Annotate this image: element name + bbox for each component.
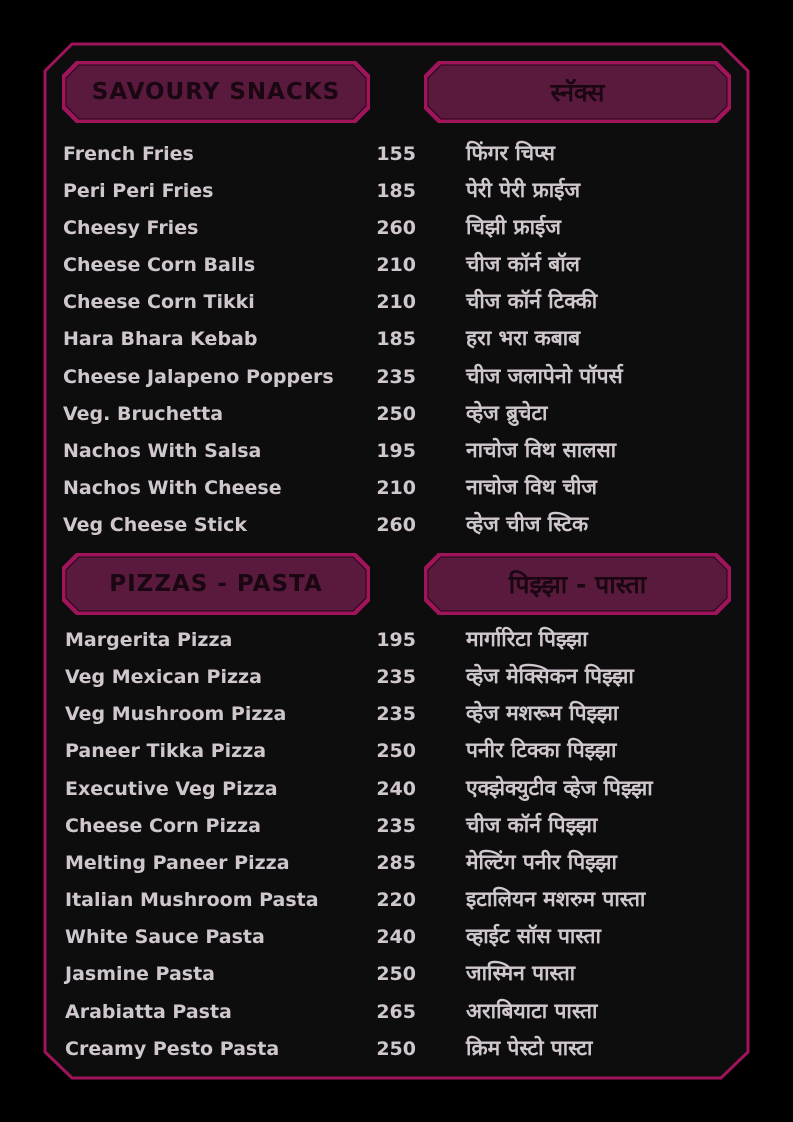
- menu-item-price: 220: [376, 889, 416, 911]
- menu-item-price: 285: [376, 852, 416, 874]
- menu-item-name: Jasmine Pasta: [65, 963, 215, 985]
- menu-item-name: French Fries: [63, 143, 194, 165]
- menu-item-price: 250: [376, 1038, 416, 1060]
- menu-item-name-hi: चीज कॉर्न बॉल: [466, 252, 580, 276]
- menu-item-name-hi: जास्मिन पास्ता: [466, 961, 576, 985]
- menu-item-price: 260: [376, 217, 416, 239]
- menu-item-name-hi: पनीर टिक्का पिझ्झा: [466, 738, 617, 762]
- section-title-pizzas-en: PIZZAS - PASTA: [109, 571, 323, 597]
- menu-item-name: Cheese Corn Tikki: [63, 291, 255, 313]
- menu-item-price: 260: [376, 514, 416, 536]
- section-title-snacks-en: SAVOURY SNACKS: [91, 79, 341, 105]
- menu-item-name: Cheese Corn Pizza: [65, 815, 261, 837]
- menu-item-price: 235: [376, 366, 416, 388]
- menu-item-name: Veg Cheese Stick: [63, 514, 247, 536]
- menu-item-price: 210: [376, 477, 416, 499]
- menu-item-name: Hara Bhara Kebab: [63, 328, 258, 350]
- menu-item-name-hi: व्हेज ब्रुचेटा: [466, 401, 548, 425]
- menu-item-price: 195: [376, 440, 416, 462]
- menu-item-name: Veg Mushroom Pizza: [65, 703, 287, 725]
- menu-item-price: 250: [376, 403, 416, 425]
- menu-item-name: Italian Mushroom Pasta: [65, 889, 319, 911]
- menu-item-price: 210: [376, 291, 416, 313]
- menu-item-name: Veg. Bruchetta: [63, 403, 224, 425]
- menu-item-name-hi: मेल्टिंग पनीर पिझ्झा: [466, 850, 617, 874]
- menu-item-name: Margerita Pizza: [65, 629, 233, 651]
- menu-item-name-hi: चिझी फ्राईज: [466, 215, 561, 239]
- menu-item-name: Cheese Jalapeno Poppers: [63, 366, 334, 388]
- menu-item-name-hi: हरा भरा कबाब: [466, 326, 581, 350]
- menu-item-price: 250: [376, 740, 416, 762]
- menu-item-name-hi: व्हेज मशरूम पिझ्झा: [466, 701, 619, 725]
- menu-item-price: 185: [376, 328, 416, 350]
- menu-item-name-hi: मार्गारिटा पिझ्झा: [466, 627, 588, 651]
- menu-item-name: Nachos With Cheese: [63, 477, 282, 499]
- menu-item-price: 235: [376, 703, 416, 725]
- menu-item-name-hi: चीज कॉर्न पिझ्झा: [466, 813, 598, 837]
- menu-item-name: Nachos With Salsa: [63, 440, 262, 462]
- menu-item-price: 235: [376, 815, 416, 837]
- menu-item-price: 155: [376, 143, 416, 165]
- menu-item-name: Arabiatta Pasta: [65, 1001, 232, 1023]
- menu-item-name: White Sauce Pasta: [65, 926, 265, 948]
- menu-item-price: 235: [376, 666, 416, 688]
- menu-item-price: 265: [376, 1001, 416, 1023]
- menu-item-name: Melting Paneer Pizza: [65, 852, 290, 874]
- menu-item-name-hi: क्रिम पेस्टो पास्टा: [466, 1036, 593, 1060]
- section-title-pizzas-hi: पिझ्झा - पास्ता: [508, 570, 647, 599]
- menu-item-name-hi: फिंगर चिप्स: [466, 141, 555, 165]
- menu-item-name-hi: अराबियाटा पास्ता: [466, 999, 598, 1023]
- menu-item-name: Cheesy Fries: [63, 217, 199, 239]
- menu-item-price: 210: [376, 254, 416, 276]
- menu-item-name-hi: व्हेज चीज स्टिक: [466, 512, 589, 536]
- menu-item-name-hi: नाचोज विथ सालसा: [466, 438, 617, 462]
- menu-item-price: 185: [376, 180, 416, 202]
- menu-item-name: Executive Veg Pizza: [65, 778, 278, 800]
- menu-item-name-hi: व्हेज मेक्सिकन पिझ्झा: [466, 664, 634, 688]
- menu-item-price: 250: [376, 963, 416, 985]
- menu-item-price: 195: [376, 629, 416, 651]
- menu-item-name-hi: व्हाईट सॉस पास्ता: [466, 924, 601, 948]
- menu-item-name: Creamy Pesto Pasta: [65, 1038, 280, 1060]
- menu-item-name-hi: पेरी पेरी फ्राईज: [466, 178, 581, 202]
- menu-item-name: Cheese Corn Balls: [63, 254, 256, 276]
- menu-item-name-hi: नाचोज विथ चीज: [466, 475, 597, 499]
- section-title-snacks-hi: स्नॅक्स: [550, 78, 605, 107]
- menu-item-name-hi: चीज कॉर्न टिक्की: [466, 289, 598, 313]
- menu-item-price: 240: [376, 926, 416, 948]
- menu-item-price: 240: [376, 778, 416, 800]
- menu-item-name-hi: एक्झेक्युटीव व्हेज पिझ्झा: [466, 776, 653, 800]
- menu-item-name-hi: चीज जलापेनो पॉपर्स: [466, 364, 623, 388]
- menu-item-name-hi: इटालियन मशरुम पास्ता: [466, 887, 646, 911]
- menu-item-name: Paneer Tikka Pizza: [65, 740, 267, 762]
- menu-item-name: Peri Peri Fries: [63, 180, 214, 202]
- menu-item-name: Veg Mexican Pizza: [65, 666, 262, 688]
